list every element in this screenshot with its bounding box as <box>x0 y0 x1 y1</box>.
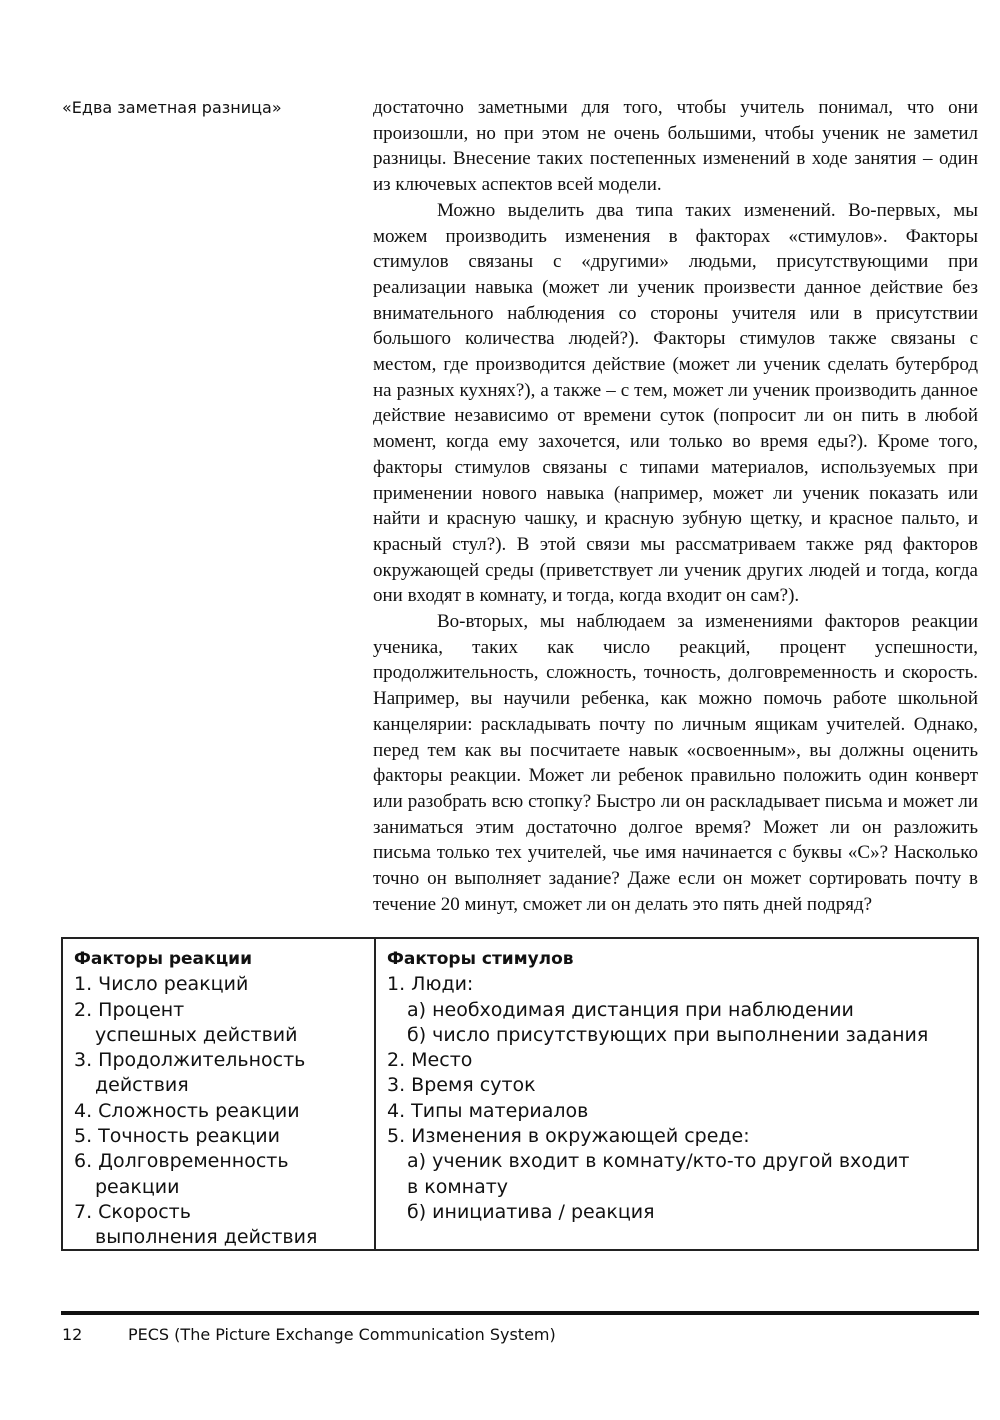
page-footer <box>62 1325 980 1344</box>
list-item: 5. Изменения в окружающей среде: <box>387 1125 750 1148</box>
response-factors-title: Факторы реакции <box>74 949 252 969</box>
paragraph: Во-вторых, мы наблюдаем за изменениями факторов реакции ученика, таких как число реакций, процент успешности, продолжительность, сложность, точность, долговременность и скорость. Например, вы научили ребенка, как можно помочь работе школьной канцелярии: раскладывать почту по личным ящикам учителей. Однако, перед тем как вы посчитаете навык «освоенным», вы должны оценить факторы реакции. Может ли ребенок правильно положить один конверт или разобрать всю стопку? Быстро ли он раскладывает письма и может ли заниматься этим достаточно долгое время? Может ли он разложить письма только тех учителей, чье имя начинается с буквы «С»? Насколько точно он выполняет задание? Даже если он может сортировать почту в течение 20 минут, сможет ли он делать это пять дней подряд? <box>373 611 978 915</box>
response-factors-column <box>63 939 376 1249</box>
sub-item: б) инициатива / реакция <box>407 1200 655 1223</box>
running-title: PECS (The Picture Exchange Communication System) <box>128 1325 556 1344</box>
list-item: 3. Продолжительность действия <box>74 1049 306 1097</box>
sub-item: а) ученик входит в комнату/кто-то другой входит в комнату <box>407 1150 910 1198</box>
list-item: 7. Скорость выполнения действия <box>74 1200 318 1249</box>
body-text <box>373 95 978 918</box>
list-item: 4. Типы материалов <box>387 1099 589 1122</box>
list-item: 1. Число реакций <box>74 973 249 996</box>
stimulus-factors-column <box>376 939 977 1249</box>
page-number: 12 <box>62 1325 83 1344</box>
margin-note: «Едва заметная разница» <box>62 98 282 117</box>
sub-item: б) число присутствующих при выполнении задания <box>407 1023 929 1046</box>
factors-table <box>61 937 979 1251</box>
list-item: 5. Точность реакции <box>74 1125 280 1148</box>
list-item: 3. Время суток <box>387 1074 536 1097</box>
paragraph: Можно выделить два типа таких изменений. Во-первых, мы можем производить изменения в факторах «стимулов». Факторы стимулов связаны с «другими» людьми, присутствующими при реализации навыка (может ли ученик произвести данное действие без внимательного наблюдения со стороны учителя или в присутствии большого количества людей?). Факторы стимулов также связаны с местом, где производится действие (может ли ученик сделать бутерброд на разных кухнях?), а также – с тем, может ли ученик производить данное действие независимо от времени суток (попросит ли он пить в любой момент, когда ему захочется, или только во время еды?). Кроме того, факторы стимулов связаны с типами материалов, используемых при применении нового навыка (например, может ли ученик показать или найти и красную чашку, и красную зубную щетку, и красное пальто, и красный стул?). В этой связи мы рассматриваем также ряд факторов окружающей среды (приветствует ли ученик других людей и тогда, когда они входят в комнату, и тогда, когда входит он сам?). <box>373 199 978 607</box>
paragraph: достаточно заметными для того, чтобы учитель понимал, что они произошли, но при этом не очень большими, чтобы ученик не заметил разницы. Внесение таких постепенных изменений в ходе занятия – один из ключевых аспектов всей модели. <box>373 97 978 196</box>
list-item: 1. Люди: <box>387 973 474 996</box>
stimulus-factors-title: Факторы стимулов <box>387 949 574 969</box>
list-item: 6. Долговременность реакции <box>74 1150 289 1198</box>
footer-rule <box>61 1311 979 1315</box>
list-item: 2. Место <box>387 1049 473 1072</box>
sub-item: а) необходимая дистанция при наблюдении <box>407 998 854 1021</box>
list-item: 2. Процент успешных действий <box>74 998 298 1046</box>
list-item: 4. Сложность реакции <box>74 1099 300 1122</box>
